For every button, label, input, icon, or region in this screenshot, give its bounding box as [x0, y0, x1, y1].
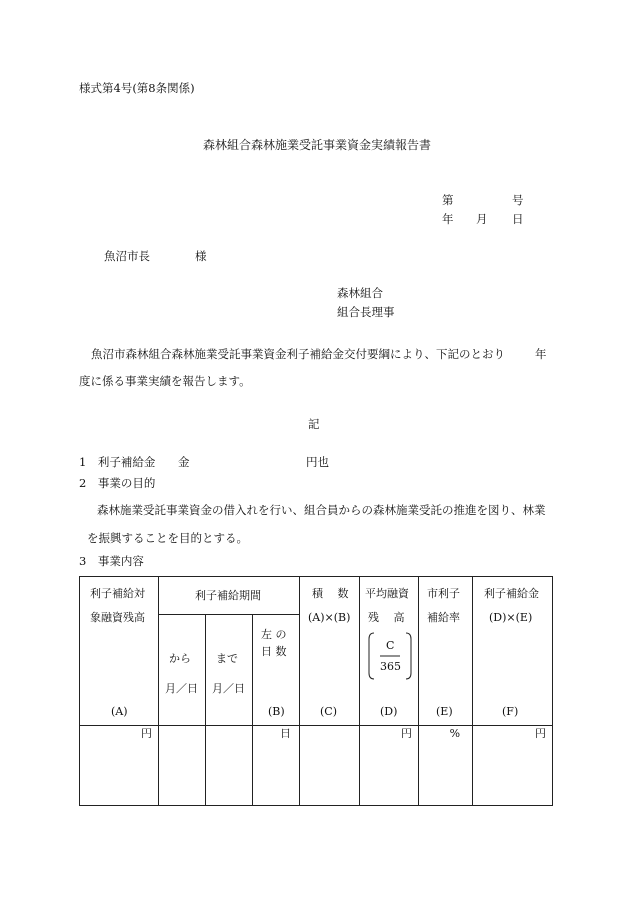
form-number: 様式第4号(第8条関係) [79, 81, 195, 95]
header-product-line2: (A)×(B) [308, 611, 351, 624]
doc-number-suffix: 号 [512, 193, 524, 207]
header-days [253, 615, 300, 726]
label-a: (A) [111, 705, 128, 718]
cell-from[interactable] [159, 726, 206, 806]
cell-days[interactable] [253, 726, 300, 806]
header-from-label: から [169, 652, 191, 665]
cell-subsidy[interactable] [473, 726, 553, 806]
header-loan-balance-line1: 利子補給対 [90, 587, 145, 600]
header-product [300, 577, 360, 726]
date-year: 年 [442, 212, 454, 226]
unit-yen-f: 円 [535, 727, 547, 740]
header-loan-balance-line2: 象融資残高 [90, 611, 145, 624]
addressee-honorific: 様 [195, 249, 207, 263]
date-month: 月 [476, 212, 488, 226]
addressee-name: 魚沼市長 [104, 249, 150, 263]
header-subsidy-period [159, 577, 300, 615]
label-f: (F) [502, 705, 519, 718]
header-from-unit: 月／日 [165, 682, 198, 695]
table-row [80, 726, 553, 806]
fraction-numerator: C [386, 639, 395, 652]
header-avg-balance-line1: 平均融資 [365, 587, 410, 600]
sender-title: 組合長理事 [337, 305, 395, 319]
unit-percent-e: % [449, 727, 461, 740]
body-year: 年 [535, 347, 547, 361]
cell-balance[interactable] [80, 726, 159, 806]
unit-yen-a: 円 [141, 727, 152, 740]
header-days-line1: 左 の [261, 628, 287, 641]
item2-line-2: を振興することを目的とする。 [87, 531, 248, 545]
item2-label: 2 事業の目的 [79, 476, 156, 490]
cell-product[interactable] [300, 726, 360, 806]
item1-yen: 円也 [306, 455, 329, 469]
header-subsidy-amount-line2: (D)×(E) [489, 611, 533, 624]
fraction-denominator: 365 [380, 660, 402, 673]
header-rate-line1: 市利子 [427, 587, 461, 600]
header-days-line2: 日 数 [261, 645, 287, 658]
document-title: 森林組合森林施業受託事業資金実績報告書 [203, 138, 432, 152]
date-day: 日 [512, 212, 524, 226]
header-to-unit: 月／日 [212, 682, 245, 695]
header-loan-balance [80, 577, 159, 726]
cell-avg-balance[interactable] [360, 726, 419, 806]
header-subsidy-amount [473, 577, 553, 726]
body-line-1: 魚沼市森林組合森林施業受託事業資金利子補給金交付要綱により、下記のとおり [91, 347, 505, 361]
business-content-table [79, 576, 553, 806]
header-subsidy-amount-line1: 利子補給金 [484, 587, 540, 600]
header-from [159, 615, 206, 726]
body-line-2: 度に係る事業実績を報告します。 [79, 374, 251, 388]
header-to [206, 615, 253, 726]
header-rate-line2: 補給率 [427, 611, 461, 624]
label-b: (B) [268, 705, 285, 718]
header-subsidy-period-label: 利子補給期間 [195, 589, 261, 602]
unit-yen-d: 円 [401, 727, 413, 740]
label-c: (C) [320, 705, 338, 718]
header-rate [419, 577, 473, 726]
sender-org: 森林組合 [337, 286, 383, 300]
item3-label: 3 事業内容 [79, 554, 144, 568]
unit-day-b: 日 [280, 727, 292, 740]
label-d: (D) [380, 705, 398, 718]
header-to-label: まで [216, 652, 238, 665]
item2-line-1: 森林施業受託事業資金の借入れを行い、組合員からの森林施業受託の推進を図り、林業 [97, 503, 546, 517]
header-avg-balance-line2: 残 高 [368, 611, 405, 624]
cell-rate[interactable] [419, 726, 473, 806]
doc-number-prefix: 第 [442, 193, 454, 207]
label-e: (E) [436, 705, 453, 718]
item1-kin: 金 [178, 455, 190, 469]
cell-to[interactable] [206, 726, 253, 806]
header-product-line1: 積 数 [312, 587, 349, 600]
header-avg-balance [360, 577, 419, 726]
ki-heading: 記 [308, 417, 320, 431]
item1-label: 1 利子補給金 [79, 455, 156, 469]
